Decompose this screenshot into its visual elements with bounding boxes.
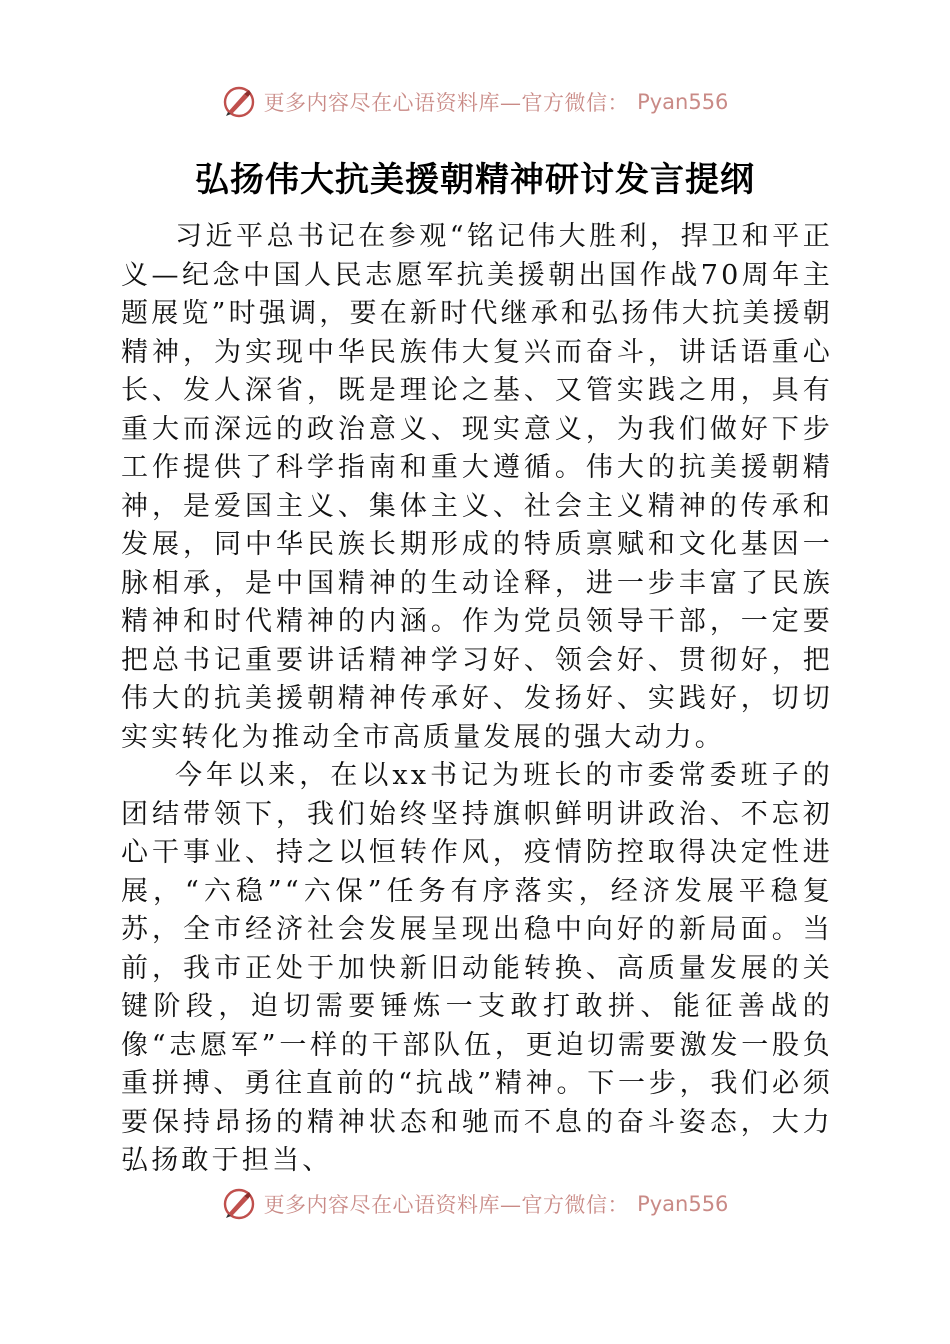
- document-body: [121, 218, 833, 1181]
- header-watermark: [0, 82, 950, 122]
- paragraph-2: 今年以来，在以xx书记为班长的市委常委班子的团结带领下，我们始终坚持旗帜鲜明讲政治、不忘初心干事业、持之以恒转作风，疫情防控取得决定性进展，“六稳”“六保”任务有序落实，经济发展平稳复苏，全市经济社会发展呈现出稳中向好的新局面。当前，我市正处于加快新旧动能转换、高质量发展的关键阶段，迫切需要锤炼一支敢打敢拼、能征善战的像“志愿军”一样的干部队伍，更迫切需要激发一股负重拼搏、勇往直前的“抗战”精神。下一步，我们必须要保持昂扬的精神状态和驰而不息的奋斗姿态，大力弘扬敢于担当、: [121, 760, 833, 1176]
- watermark-text: 更多内容尽在心语资料库—官方微信：: [263, 91, 630, 115]
- footer-watermark: [0, 1184, 950, 1224]
- paragraph-1: 习近平总书记在参观“铭记伟大胜利，捍卫和平正义—纪念中国人民志愿军抗美援朝出国作战70周年主题展览”时强调，要在新时代继承和弘扬伟大抗美援朝精神，为实现中华民族伟大复兴而奋斗，讲话语重心长、发人深省，既是理论之基、又管实践之用，具有重大而深远的政治意义、现实意义，为我们做好下步工作提供了科学指南和重大遵循。伟大的抗美援朝精神，是爱国主义、集体主义、社会主义精神的传承和发展，同中华民族长期形成的特质禀赋和文化基因一脉相承，是中国精神的生动诠释，进一步丰富了民族精神和时代精神的内涵。作为党员领导干部，一定要把总书记重要讲话精神学习好、领会好、贯彻好，把伟大的抗美援朝精神传承好、发扬好、实践好，切切实实转化为推动全市高质量发展的强大动力。: [121, 221, 833, 753]
- watermark-text: 更多内容尽在心语资料库—官方微信：: [263, 1193, 630, 1217]
- pen-logo-icon: [222, 1187, 256, 1221]
- pen-logo-icon: [222, 85, 256, 119]
- watermark-wechat-id: Pyan556: [637, 90, 729, 114]
- watermark-wechat-id: Pyan556: [637, 1192, 729, 1216]
- document-title: 弘扬伟大抗美援朝精神研讨发言提纲: [195, 160, 755, 200]
